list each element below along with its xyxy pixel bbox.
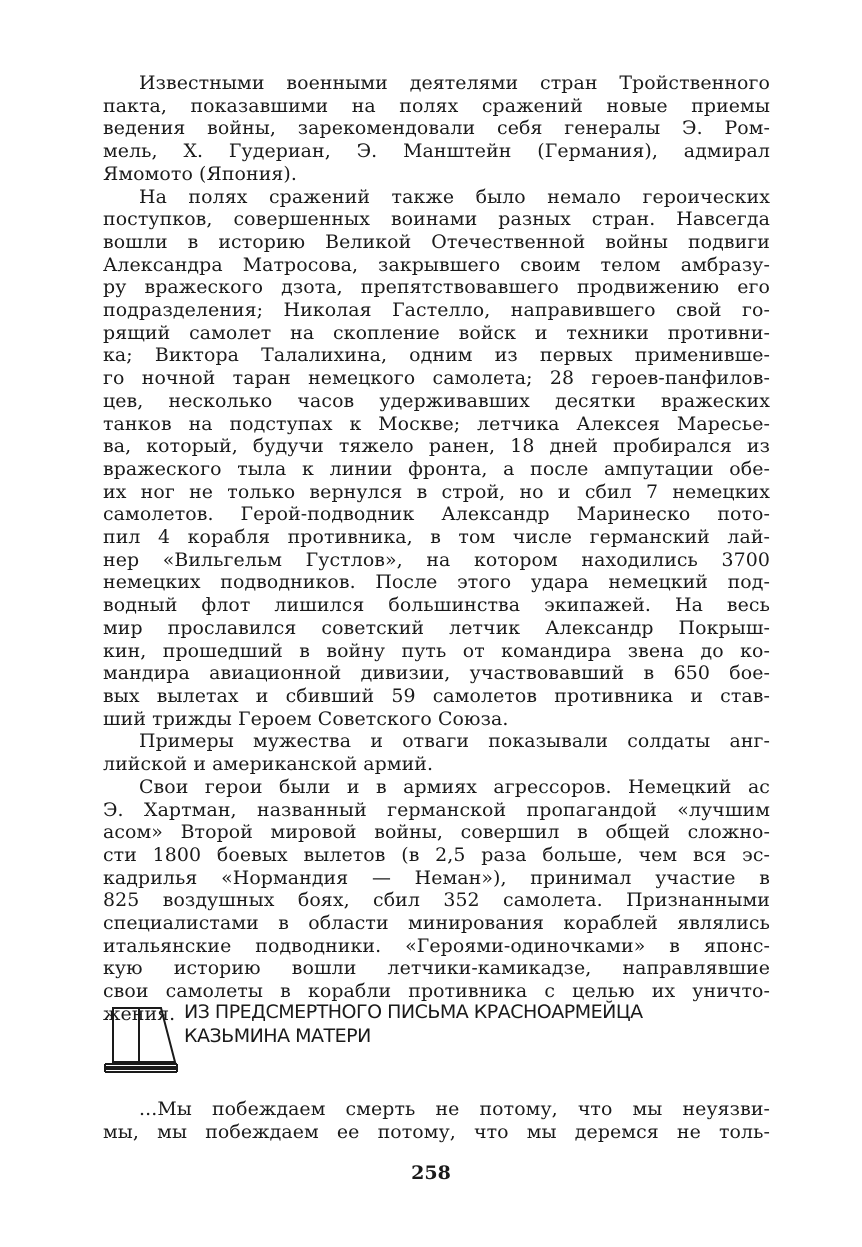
text-line: го ночной таран немецкого самолета; 28 героев-панфилов- xyxy=(103,367,770,390)
text-line: поступков, совершенных воинами разных стран. Навсегда xyxy=(103,208,770,231)
text-line: свои самолеты в корабли противника с целью их уничто- xyxy=(103,980,770,1003)
text-line: Примеры мужества и отваги показывали солдаты анг- xyxy=(139,730,770,753)
paragraph xyxy=(103,186,770,731)
quote-paragraph xyxy=(103,1098,770,1143)
quote-line: ...Мы побеждаем смерть не потому, что мы неуязви- xyxy=(139,1098,770,1120)
text-line: кадрилья «Нормандия — Неман»), принимал участие в xyxy=(103,866,770,889)
text-line: вых вылетах и сбивший 59 самолетов противника и став- xyxy=(103,684,770,707)
text-line: Ямомото (Япония). xyxy=(103,162,297,185)
text-line: мир прославился советский летчик Александр Покрыш- xyxy=(103,616,770,639)
section-title xyxy=(184,1000,643,1048)
text-line: асом» Второй мировой войны, совершил в общей сложно- xyxy=(103,821,770,844)
text-line: На полях сражений также было немало героических xyxy=(139,185,770,208)
text-line: ва, который, будучи тяжело ранен, 18 дней пробирался из xyxy=(103,435,770,458)
text-line: итальянские подводники. «Героями-одиночками» в японс- xyxy=(103,934,770,957)
text-line: их ног не только вернулся в строй, но и сбил 7 немецких xyxy=(103,480,770,503)
source-heading xyxy=(103,1000,770,1080)
text-line: самолетов. Герой-подводник Александр Маринеско пото- xyxy=(103,503,770,526)
letter-quote xyxy=(103,1098,770,1143)
text-line: лийской и американской армий. xyxy=(103,753,434,776)
text-line: 825 воздушных боях, сбил 352 самолета. Признанными xyxy=(103,889,770,912)
text-line: жения. xyxy=(103,1002,176,1025)
text-line: ведения войны, зарекомендовали себя генералы Э. Ром- xyxy=(103,117,770,140)
paragraph xyxy=(103,776,770,1026)
quote-line: мы, мы побеждаем ее потому, что мы деремся не толь- xyxy=(103,1120,770,1143)
text-line: рящий самолет на скопление войск и техники противни- xyxy=(103,321,770,344)
section-title-line: КАЗЬМИНА МАТЕРИ xyxy=(184,1025,371,1047)
paragraph xyxy=(103,72,770,186)
text-line: Свои герои были и в армиях агрессоров. Немецкий ас xyxy=(139,775,770,798)
section-title-line: ИЗ ПРЕДСМЕРТНОГО ПИСЬМА КРАСНОАРМЕЙЦА xyxy=(184,1001,643,1023)
text-line: вошли в историю Великой Отечественной войны подвиги xyxy=(103,230,770,253)
text-line: кин, прошедший в войну путь от командира звена до ко- xyxy=(103,639,770,662)
paragraph xyxy=(103,730,770,775)
text-line: Известными военными деятелями стран Тройственного xyxy=(139,72,770,94)
text-line: пил 4 корабля противника, в том числе германский лай- xyxy=(103,526,770,549)
text-line: танков на подступах к Москве; летчика Алексея Маресье- xyxy=(103,412,770,435)
text-line: ший трижды Героем Советского Союза. xyxy=(103,707,509,730)
open-book-icon xyxy=(103,1002,179,1076)
text-line: нер «Вильгельм Густлов», на котором находились 3700 xyxy=(103,548,770,571)
text-line: ру вражеского дзота, препятствовавшего продвижению его xyxy=(103,276,770,299)
text-line: мандира авиационной дивизии, участвовавший в 650 бое- xyxy=(103,662,770,685)
text-line: Александра Матросова, закрывшего своим телом амбразу- xyxy=(103,253,770,276)
text-line: кую историю вошли летчики-камикадзе, направлявшие xyxy=(103,957,770,980)
text-line: мель, Х. Гудериан, Э. Манштейн (Германия), адмирал xyxy=(103,140,770,163)
text-line: пакта, показавшими на полях сражений новые приемы xyxy=(103,94,770,117)
text-line: вражеского тыла к линии фронта, а после ампутации обе- xyxy=(103,457,770,480)
text-line: ка; Виктора Талалихина, одним из первых применивше- xyxy=(103,344,770,367)
text-line: сти 1800 боевых вылетов (в 2,5 раза больше, чем вся эс- xyxy=(103,843,770,866)
page-number: 258 xyxy=(411,1162,451,1184)
text-line: водный флот лишился большинства экипажей. На весь xyxy=(103,594,770,617)
text-line: цев, несколько часов удерживавших десятки вражеских xyxy=(103,389,770,412)
text-line: Э. Хартман, названный германской пропагандой «лучшим xyxy=(103,798,770,821)
text-line: специалистами в области минирования кораблей являлись xyxy=(103,912,770,935)
text-line: подразделения; Николая Гастелло, направившего свой го- xyxy=(103,299,770,322)
text-line: немецких подводников. После этого удара немецкий под- xyxy=(103,571,770,594)
main-text xyxy=(103,72,770,1026)
